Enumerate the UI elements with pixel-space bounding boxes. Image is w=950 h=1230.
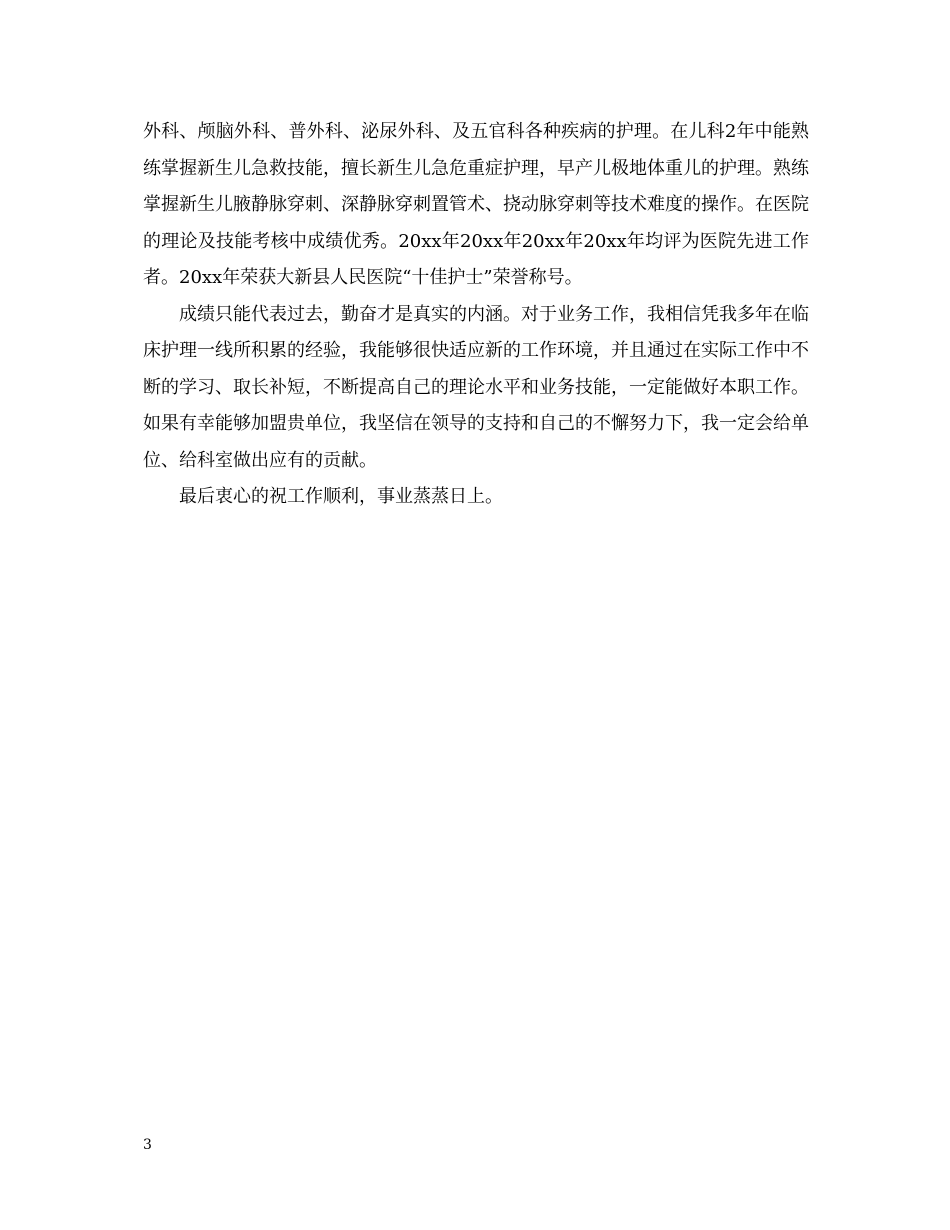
paragraph-continuation: 外科、颅脑外科、普外科、泌尿外科、及五官科各种疾病的护理。在儿科2年中能熟练掌握新生儿急救技能，擅长新生儿急危重症护理，早产儿极地体重儿的护理。熟练掌握新生儿腋静脉穿刺、深静脉穿刺置管术、挠动脉穿刺等技术难度的操作。在医院的理论及技能考核中成绩优秀。20xx年20xx年20xx年20xx年均评为医院先进工作者。20xx年荣获大新县人民医院“十佳护士”荣誉称号。 [143,121,809,288]
page-number: 3 [143,1137,152,1153]
document-body [143,114,809,516]
paragraph-closing: 最后衷心的祝工作顺利，事业蒸蒸日上。 [179,486,503,507]
paragraph-achievements: 成绩只能代表过去，勤奋才是真实的内涵。对于业务工作，我相信凭我多年在临床护理一线所积累的经验，我能够很快适应新的工作环境，并且通过在实际工作中不断的学习、取长补短，不断提高自己的理论水平和业务技能，一定能做好本职工作。如果有幸能够加盟贵单位，我坚信在领导的支持和自己的不懈努力下，我一定会给单位、给科室做出应有的贡献。 [143,303,809,471]
